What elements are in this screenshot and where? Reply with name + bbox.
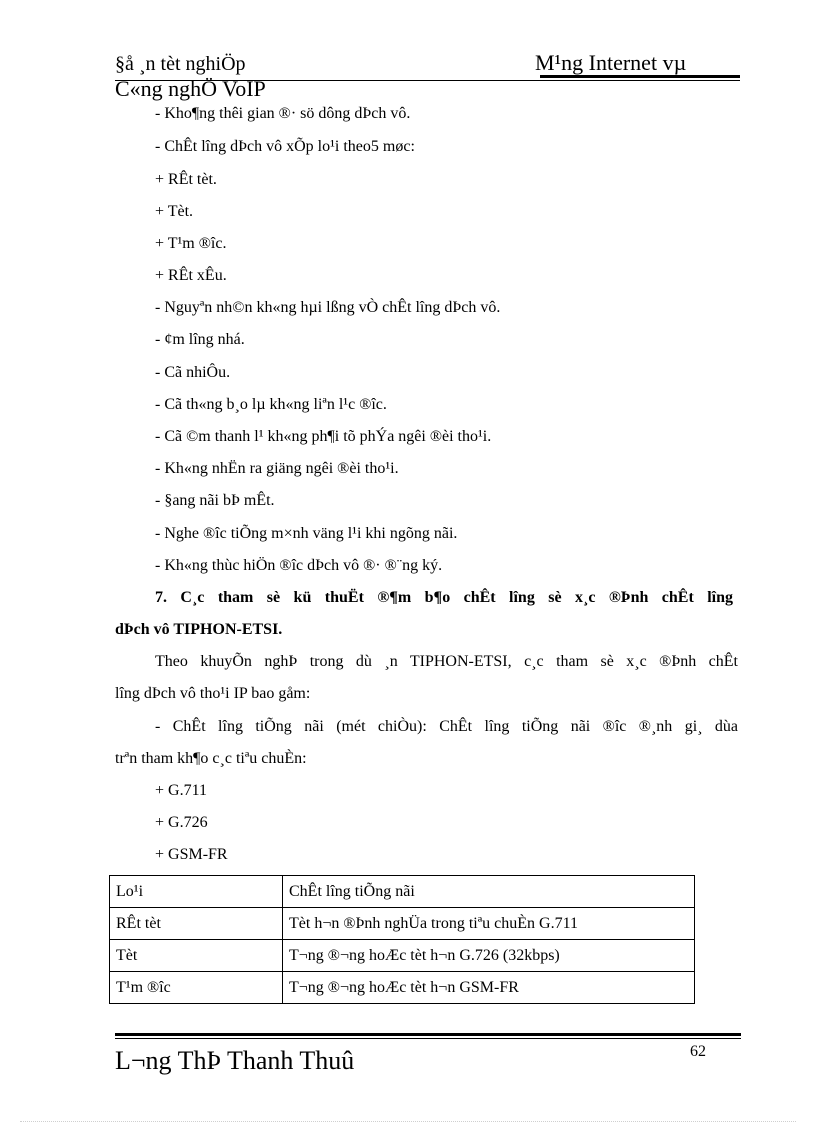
paragraph-line: - ChÊt lîng tiÕng nãi (mét chiÒu): ChÊt lîng tiÕng nãi ®îc ®¸nh gi¸ dùa [155, 718, 738, 735]
header-right-title: M¹ng Internet vµ [535, 50, 687, 75]
body-line: - §ang nãi bÞ mÊt. [155, 492, 275, 509]
body-line: - Cã nhiÔu. [155, 364, 231, 381]
table-header-row [110, 876, 695, 908]
paragraph-line: trªn tham kh¶o c¸c tiªu chuÈn: [115, 750, 307, 767]
body-line: - Kh«ng nhËn ra giäng ngêi ®èi tho¹i. [155, 460, 399, 477]
section-heading-cont: dÞch vô TIPHON-ETSI. [115, 621, 283, 638]
paragraph-line: Theo khuyÕn nghÞ trong dù ¸n TIPHON-ETSI, c¸c tham sè x¸c ®Þnh chÊt [155, 653, 738, 670]
standard-item: + G.711 [155, 782, 207, 799]
standard-item: + G.726 [155, 814, 208, 831]
table-cell: T¹m ®îc [110, 972, 283, 1004]
footer-rule-thin [115, 1038, 741, 1039]
table-cell: T¬ng ®¬ng hoÆc tèt h¬n G.726 (32kbps) [283, 940, 695, 972]
body-line: + Tèt. [155, 203, 194, 220]
header-left-title: §å ¸n tèt nghiÖp [115, 53, 246, 75]
body-line: - ChÊt lîng dÞch vô xÕp lo¹i theo5 møc: [155, 138, 415, 155]
voice-quality-table [109, 875, 695, 1004]
body-line: + T¹m ®îc. [155, 235, 227, 252]
body-line: - Kho¶ng thêi gian ®· sö dông dÞch vô. [155, 105, 411, 122]
body-line: + RÊt xÊu. [155, 267, 227, 284]
section-heading: 7. C¸c tham sè kü thuËt ®¶m b¶o chÊt lîng sè x¸c ®Þnh chÊt lîng [155, 589, 733, 606]
table-cell: Tèt [110, 940, 283, 972]
paragraph-line: lîng dÞch vô tho¹i IP bao gåm: [115, 685, 311, 702]
body-line: - Nghe ®îc tiÕng m×nh väng l¹i khi ngõng nãi. [155, 525, 458, 542]
header-subtitle: C«ng nghÖ VoIP [115, 76, 266, 101]
body-line: - Cã ©m thanh l¹ kh«ng ph¶i tõ phÝa ngêi ®èi tho¹i. [155, 428, 492, 445]
footer-author: L¬ng ThÞ Thanh Thuû [115, 1046, 355, 1075]
table-cell: T¬ng ®¬ng hoÆc tèt h¬n GSM-FR [283, 972, 695, 1004]
table-header-cell: ChÊt lîng tiÕng nãi [283, 876, 695, 908]
table-row [110, 908, 695, 940]
body-line: - Cã th«ng b¸o lµ kh«ng liªn l¹c ®îc. [155, 396, 387, 413]
table-cell: Tèt h¬n ®Þnh nghÜa trong tiªu chuÈn G.711 [283, 908, 695, 940]
body-line: - ¢m lîng nhá. [155, 331, 245, 348]
standard-item: + GSM-FR [155, 846, 228, 863]
page-edge-divider [20, 1121, 796, 1122]
page-number: 62 [690, 1043, 706, 1060]
footer-rule-thick [115, 1033, 741, 1036]
body-line: - Kh«ng thùc hiÖn ®îc dÞch vô ®· ®¨ng ký. [155, 557, 443, 574]
table-header-cell: Lo¹i [110, 876, 283, 908]
table-row [110, 972, 695, 1004]
table-row [110, 940, 695, 972]
table-cell: RÊt tèt [110, 908, 283, 940]
body-line: + RÊt tèt. [155, 171, 217, 188]
body-line: - Nguyªn nh©n kh«ng hµi lßng vÒ chÊt lîng dÞch vô. [155, 299, 501, 316]
